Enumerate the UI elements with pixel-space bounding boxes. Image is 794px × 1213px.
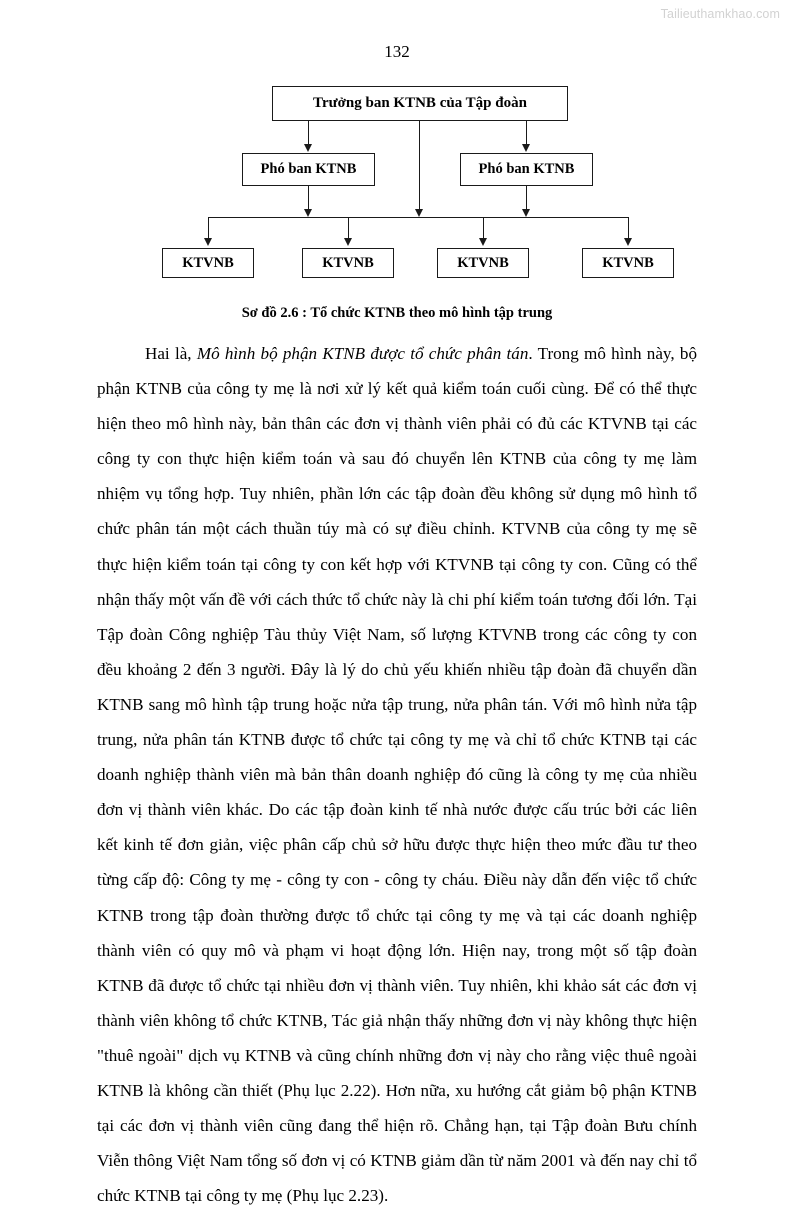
org-node-leaf-1: KTVNB [162, 248, 254, 278]
site-watermark: Tailieuthamkhao.com [660, 7, 780, 21]
org-node-vice-right: Phó ban KTNB [460, 153, 593, 186]
paragraph-lead-plain: Hai là, [145, 344, 197, 363]
page-number: 132 [384, 42, 410, 61]
connector-bus-to-leaf-1 [208, 217, 209, 240]
figure-caption: Sơ đồ 2.6 : Tổ chức KTNB theo mô hình tập trung [241, 305, 553, 321]
paragraph-rest: . Trong mô hình này, bộ phận KTNB của công ty mẹ là nơi xử lý kết quả kiểm toán cuối cùng. Để có thể thực hiện theo mô hình này, bản thân các đơn vị thành viên phải có đủ các KTVNB tại các công ty con thực hiện kiểm toán và sau đó chuyển lên KTNB của công ty mẹ làm nhiệm vụ tổng hợp. Tuy nhiên, phần lớn các tập đoàn đều không sử dụng mô hình tổ chức phân tán một cách thuần túy mà có sự điều chỉnh. KTVNB của công ty mẹ sẽ thực hiện kiểm toán tại công ty con kết hợp với KTVNB tại công ty con. Cũng có thể nhận thấy một vấn đề với cách thức tổ chức này là chi phí kiểm toán tương đối lớn. Tại Tập đoàn Công nghiệp Tàu thủy Việt Nam, số lượng KTVNB trong các công ty con đều khoảng 2 đến 3 người. Đây là lý do chủ yếu khiến nhiều tập đoàn đã chuyển dần KTNB sang mô hình tập trung hoặc nửa tập trung, nửa phân tán. Với mô hình nửa tập trung, nửa phân tán KTNB được tổ chức tại công ty mẹ và chỉ tổ chức KTNB tại các doanh nghiệp thành viên mà bản thân doanh nghiệp đó cũng là công ty mẹ của nhiều đơn vị thành viên khác. Do các tập đoàn kinh tế nhà nước được cấu trúc bởi các liên kết kinh tế đơn giản, việc phân cấp chủ sở hữu được thực hiện theo mức đầu tư theo từng cấp độ: Công ty mẹ - công ty con - công ty cháu. Điều này dẫn đến việc tổ chức KTNB trong tập đoàn thường được tổ chức tại công ty mẹ và tại các doanh nghiệp thành viên có quy mô và phạm vi hoạt động lớn. Hiện nay, trong một số tập đoàn KTNB đã được tổ chức tại nhiều đơn vị thành viên. Tuy nhiên, khi khảo sát các đơn vị thành viên không tổ chức KTNB, Tác giả nhận thấy những đơn vị này không thực hiện "thuê ngoài" dịch vụ KTNB và cũng chính những đơn vị này cho rằng việc thuê ngoài KTNB là không cần thiết (Phụ lục 2.22). Hơn nữa, xu hướng cắt giảm bộ phận KTNB tại các đơn vị thành viên cũng đang thể hiện rõ. Chẳng hạn, tại Tập đoàn Bưu chính Viễn thông Việt Nam tổng số đơn vị có KTNB giảm dần từ năm 2001 và đến nay chỉ tổ chức KTNB tại công ty mẹ (Phụ lục 2.23). [97, 344, 698, 1206]
arrowhead-leaf-1 [204, 238, 212, 246]
org-node-leaf-4: KTVNB [582, 248, 674, 278]
arrowhead-bus-from-vice-right [522, 209, 530, 217]
connector-root-to-vice-left [308, 121, 309, 146]
arrowhead-vice-left [304, 144, 312, 152]
connector-bus-to-leaf-2 [348, 217, 349, 240]
arrowhead-leaf-2 [344, 238, 352, 246]
body-paragraph [97, 336, 697, 1213]
arrowhead-leaf-4 [624, 238, 632, 246]
arrowhead-bus-from-root [415, 209, 423, 217]
arrowhead-leaf-3 [479, 238, 487, 246]
org-node-vice-left: Phó ban KTNB [242, 153, 375, 186]
connector-root-to-vice-right [526, 121, 527, 146]
connector-distribution-bus [208, 217, 628, 218]
org-chart-diagram [0, 80, 794, 292]
connector-bus-to-leaf-4 [628, 217, 629, 240]
arrowhead-bus-from-vice-left [304, 209, 312, 217]
paragraph-lead-italic: Mô hình bộ phận KTNB được tổ chức phân tán [196, 344, 529, 363]
org-node-leaf-3: KTVNB [437, 248, 529, 278]
connector-bus-to-leaf-3 [483, 217, 484, 240]
arrowhead-vice-right [522, 144, 530, 152]
connector-root-to-bus-center [419, 121, 420, 213]
org-node-root: Trưởng ban KTNB của Tập đoàn [272, 86, 568, 121]
org-node-leaf-2: KTVNB [302, 248, 394, 278]
body-text-block [97, 336, 697, 1213]
